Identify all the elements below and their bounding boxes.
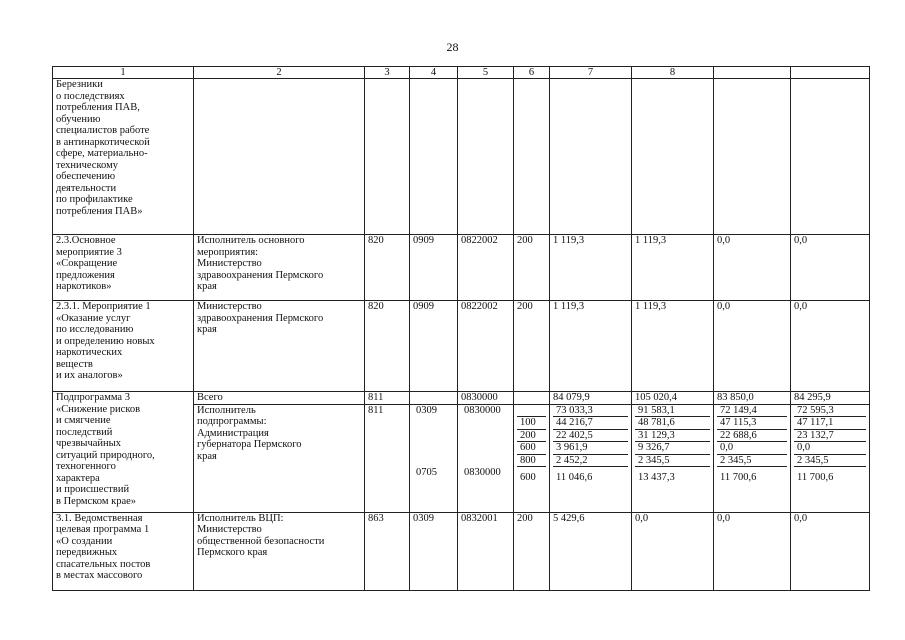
executor-cell: Исполнитель основного мероприятия: Министерство здравоохранения Пермского края [194, 235, 365, 301]
sub-value: 9 326,7 [635, 441, 710, 454]
cell-col9: 83 850,0 [714, 392, 791, 405]
header-cell: 6 [514, 67, 550, 79]
code-0705: 0705 [416, 467, 437, 478]
header-cell [714, 67, 791, 79]
total-label-cell: Всего [194, 392, 365, 405]
sub-value: 23 132,7 [794, 429, 866, 442]
code-0309: 0309 [416, 404, 437, 416]
cell-col5: 0832001 [458, 512, 514, 590]
cell-col10: 0,0 [791, 301, 870, 392]
sub-value: 2 452,2 [553, 454, 628, 467]
sub-value: 2 345,5 [794, 454, 866, 467]
cell-col10: 0,0 [791, 512, 870, 590]
header-cell: 1 [53, 67, 194, 79]
cell-col8: 1 119,3 [632, 235, 714, 301]
sub-value: 22 688,6 [717, 429, 787, 442]
sub-value: 0,0 [794, 441, 866, 454]
cell-col6: 200 [514, 512, 550, 590]
executor-cell: Исполнитель ВЦП: Министерство общественной безопасности Пермского края [194, 512, 365, 590]
code-0830000: 0830000 [464, 467, 501, 478]
header-cell: 8 [632, 67, 714, 79]
table-row [53, 79, 870, 235]
cell-col6: 200 [514, 235, 550, 301]
cell-col3: 820 [365, 301, 410, 392]
cell-col4 [410, 392, 458, 405]
cell-col7: 1 119,3 [550, 235, 632, 301]
cell-col8: 105 020,4 [632, 392, 714, 405]
cell-col7: 1 119,3 [550, 301, 632, 392]
cell-col10: 0,0 [791, 235, 870, 301]
cell-col6 [514, 404, 550, 512]
program-name-cell: 2.3.1. Мероприятие 1 «Оказание услуг по исследованию и определению новых наркотических веществ и их аналогов» [53, 301, 194, 392]
sub-value: 47 117,1 [794, 416, 866, 429]
cell-col6: 200 [514, 301, 550, 392]
code-0830000: 0830000 [464, 404, 501, 416]
header-cell: 2 [194, 67, 365, 79]
cell-col7 [550, 404, 632, 512]
sub-value: 0,0 [717, 441, 787, 454]
sub-value [517, 405, 546, 417]
cell-col3: 820 [365, 235, 410, 301]
sub-value: 800 [517, 454, 546, 467]
cell-col9: 0,0 [714, 512, 791, 590]
header-cell [791, 67, 870, 79]
cell-col8 [632, 404, 714, 512]
sub-value: 72 149,4 [720, 404, 757, 416]
sub-value: 72 595,3 [797, 404, 834, 416]
table-row [53, 392, 870, 405]
program-name-cell: Подпрограмма 3 «Снижение рисков и смягчение последствий чрезвычайных ситуаций природного, техногенного характера и происшествий в Пермском крае» [53, 392, 194, 513]
table-row [53, 512, 870, 590]
sub-value: 73 033,3 [556, 404, 593, 416]
cell-col8: 1 119,3 [632, 301, 714, 392]
sub-value: 11 700,6 [797, 472, 834, 483]
sub-value: 600 [517, 441, 546, 454]
executor-cell: Министерство здравоохранения Пермского края [194, 301, 365, 392]
cell-col3: 863 [365, 512, 410, 590]
sub-value: 22 402,5 [553, 429, 628, 442]
cell-col4: 0909 [410, 235, 458, 301]
cell-col5: 0830000 [458, 392, 514, 405]
sub-value: 600 [520, 472, 536, 483]
cell-col5: 0822002 [458, 301, 514, 392]
sub-value: 200 [517, 429, 546, 442]
table-row [53, 235, 870, 301]
sub-value: 11 700,6 [720, 472, 757, 483]
cell-col3: 811 [365, 392, 410, 405]
program-name-cell: Березники о последствиях потребления ПАВ, обучению специалистов работе в антинаркотической сфере, материально- техническому обеспечению деятельности по профилактике потребления ПАВ» [53, 79, 194, 235]
cell-col7: 84 079,9 [550, 392, 632, 405]
table-row [53, 301, 870, 392]
sub-value: 2 345,5 [635, 454, 710, 467]
cell-col6 [514, 392, 550, 405]
header-cell: 7 [550, 67, 632, 79]
header-cell: 5 [458, 67, 514, 79]
cell-col4: 0909 [410, 301, 458, 392]
cell-col8: 0,0 [632, 512, 714, 590]
program-name-cell: 2.3.Основное мероприятие 3 «Сокращение предложения наркотиков» [53, 235, 194, 301]
cell-col4: 0309 [410, 512, 458, 590]
cell-col9 [714, 404, 791, 512]
sub-value: 100 [517, 416, 546, 429]
sub-value: 44 216,7 [553, 416, 628, 429]
program-name-cell: 3.1. Ведомственная целевая программа 1 «О создании передвижных спасательных постов в местах массового [53, 512, 194, 590]
sub-value: 48 781,6 [635, 416, 710, 429]
sub-value: 11 046,6 [556, 472, 593, 483]
cell-col5: 0822002 [458, 235, 514, 301]
sub-value: 2 345,5 [717, 454, 787, 467]
cell-col3: 811 [365, 404, 410, 512]
page-number: 28 [446, 40, 459, 54]
sub-value: 13 437,3 [638, 472, 675, 483]
header-cell: 3 [365, 67, 410, 79]
sub-value: 47 115,3 [717, 416, 787, 429]
header-row [53, 67, 870, 79]
cell-col5 [458, 404, 514, 512]
sub-value: 3 961,9 [553, 441, 628, 454]
cell-col9: 0,0 [714, 301, 791, 392]
budget-table [52, 66, 870, 591]
header-cell: 4 [410, 67, 458, 79]
cell-col4 [410, 404, 458, 512]
cell-col10: 84 295,9 [791, 392, 870, 405]
cell-col7: 5 429,6 [550, 512, 632, 590]
sub-value: 31 129,3 [635, 429, 710, 442]
sub-value: 91 583,1 [638, 404, 675, 416]
cell-col9: 0,0 [714, 235, 791, 301]
executor-cell: Исполнитель подпрограммы: Администрация губернатора Пермского края [194, 404, 365, 512]
cell-col10 [791, 404, 870, 512]
